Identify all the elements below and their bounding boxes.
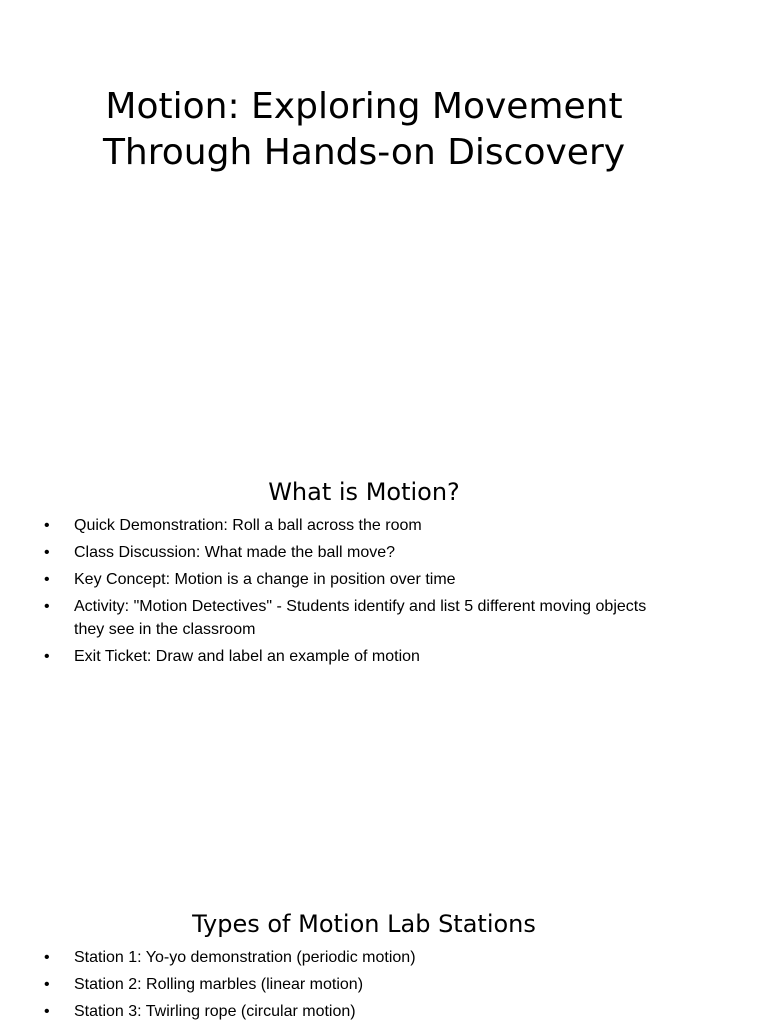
bullet-icon: • xyxy=(44,517,50,534)
slide-lab-stations xyxy=(0,864,768,1024)
presentation-title xyxy=(0,84,728,176)
slide-heading: Types of Motion Lab Stations xyxy=(192,910,536,938)
list-item-text: Class Discussion: What made the ball move? xyxy=(74,544,396,561)
bullet-icon: • xyxy=(44,598,50,615)
list-item xyxy=(0,595,674,641)
list-item-text: Quick Demonstration: Roll a ball across the room xyxy=(74,517,422,534)
bullet-list xyxy=(0,946,674,1027)
list-item-text: Key Concept: Motion is a change in position over time xyxy=(74,571,456,588)
list-item xyxy=(0,645,674,668)
slide-what-is-motion xyxy=(0,432,768,864)
list-item xyxy=(0,514,674,537)
title-line-1: Motion: Exploring Movement xyxy=(105,86,623,127)
list-item xyxy=(0,973,674,996)
list-item xyxy=(0,1000,674,1023)
list-item-text: Station 3: Twirling rope (circular motion) xyxy=(74,1003,356,1020)
slide-heading: What is Motion? xyxy=(268,478,460,506)
bullet-icon: • xyxy=(44,571,50,588)
title-line-2: Through Hands-on Discovery xyxy=(102,132,626,173)
list-item-text: Station 1: Yo-yo demonstration (periodic motion) xyxy=(74,949,416,966)
list-item-text: Exit Ticket: Draw and label an example of motion xyxy=(74,648,420,665)
list-item xyxy=(0,541,674,564)
list-item-text: Activity: "Motion Detectives" - Students identify and list 5 different moving objects they see in the classroom xyxy=(74,598,647,638)
bullet-icon: • xyxy=(44,976,50,993)
list-item xyxy=(0,946,674,969)
bullet-icon: • xyxy=(44,949,50,966)
title-slide xyxy=(0,0,768,432)
bullet-icon: • xyxy=(44,1003,50,1020)
bullet-icon: • xyxy=(44,544,50,561)
bullet-list xyxy=(0,514,674,672)
list-item-text: Station 2: Rolling marbles (linear motion) xyxy=(74,976,364,993)
list-item xyxy=(0,568,674,591)
bullet-icon: • xyxy=(44,648,50,665)
